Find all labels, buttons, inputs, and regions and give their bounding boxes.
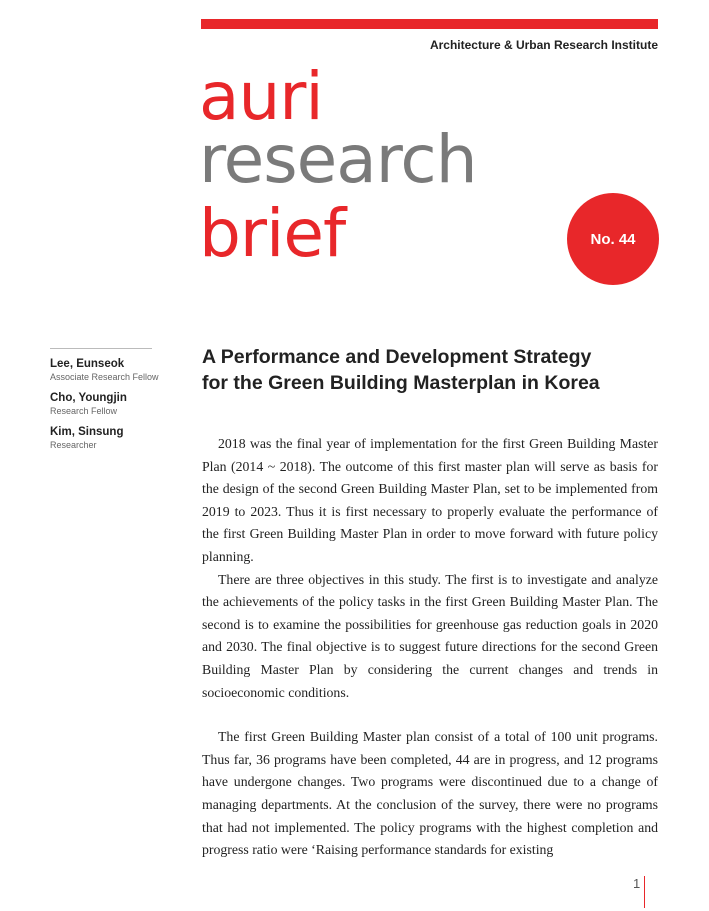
- page-number: 1: [633, 876, 641, 891]
- author-name: Kim, Sinsung: [50, 426, 124, 438]
- institute-name: Architecture & Urban Research Institute: [429, 38, 658, 52]
- author-name: Cho, Youngjin: [50, 392, 127, 404]
- brand-line-research: research: [199, 121, 477, 198]
- issue-number: No. 44: [590, 230, 636, 248]
- author-entry: [50, 357, 159, 383]
- article-body: [202, 433, 658, 862]
- header-accent-bar: [201, 19, 658, 29]
- author-role: Research Fellow: [50, 406, 118, 416]
- body-paragraph: 2018 was the final year of implementation for the first Green Building Master Plan (2014 ~ 2018). The outcome of this first master plan will serve as basis for the design of the second Green Building Master Plan, set to be implemented from 2019 to 2023. Thus it is first necessary to properly evaluate the performance of the first Green Building Master Plan in order to move forward with future policy planning.: [202, 436, 658, 564]
- author-role: Researcher: [50, 440, 97, 450]
- brand-line-brief: brief: [199, 195, 346, 272]
- author-name: Lee, Eunseok: [50, 358, 125, 370]
- article-title: [202, 344, 662, 396]
- body-paragraph: The first Green Building Master plan consist of a total of 100 unit programs. Thus far, 36 programs have been completed, 44 are in progress, and 12 programs have undergone changes. Two programs were discontinued due to a change of managing departments. At the conclusion of the survey, there were no programs that had not implemented. The policy programs with the highest completion and progress ratio were ‘Raising performance standards for existing: [202, 729, 658, 858]
- author-entry: [50, 391, 152, 417]
- body-paragraph: There are three objectives in this study. The first is to investigate and analyze the achievements of the policy tasks in the first Green Building Master Plan. The second is to examine the possibilities for greenhouse gas reduction goals in 2020 and 2030. The final objective is to suggest future directions for the second Green Building Master Plan by considering the current changes and trends in socioeconomic conditions.: [202, 571, 658, 700]
- page-number-rule: [644, 876, 645, 908]
- issue-number-badge: [567, 193, 659, 285]
- article-title-line1: A Performance and Development Strategy: [202, 346, 592, 368]
- brand-line-auri: auri: [199, 58, 323, 135]
- author-entry: [50, 425, 152, 451]
- article-title-line2: for the Green Building Masterplan in Korea: [202, 372, 600, 394]
- author-role: Associate Research Fellow: [50, 372, 159, 382]
- author-list: [50, 348, 159, 459]
